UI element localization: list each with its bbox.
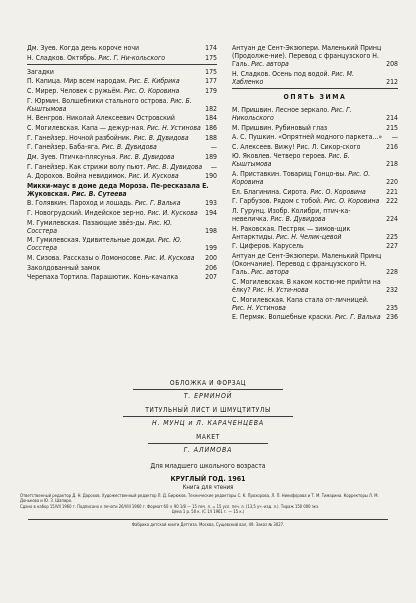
toc-entry xyxy=(27,77,217,85)
toc-entry-title: Г. Гарбузов. Рядом с тобой. xyxy=(232,197,322,206)
toc-entry-illustrator: Рис. О. Коровина xyxy=(232,170,371,187)
toc-entry-page: — xyxy=(391,133,398,142)
imprint-staff: Ответственный редактор Д. Н. Дорохов. Художественный редактор Л. Д. Бирюков. Технические редакторы С. К. Прохорова, Л. П. Никифорова и Т. М. Тимарина. Корректоры Л. М. Донькова и Ю. З. Шапиро. xyxy=(20,493,379,504)
toc-entry-title: Н. Раковская. Пестряк — зимов-щик Антарктиды. xyxy=(232,224,351,241)
toc-entry-text xyxy=(27,124,201,132)
toc-entry-page: 212 xyxy=(386,77,398,86)
toc-entry-page: 199 xyxy=(205,244,217,253)
toc-entry-title: Заколдованный замок xyxy=(27,263,101,272)
toc-entry xyxy=(232,313,398,321)
toc-entry-illustrator: Рис. Е. Кибрика xyxy=(128,77,180,86)
toc-entry xyxy=(232,207,398,223)
divider xyxy=(123,416,293,417)
toc-entry-title: Н. Венгров. Николай Алексеевич Островский xyxy=(27,114,175,123)
toc-entry xyxy=(232,278,398,294)
toc-entry xyxy=(232,170,398,186)
toc-entry-page: 216 xyxy=(386,142,398,151)
toc-entry-title: Микки-маус в доме деда Мороза. Пе-ресказала Е. Жуковская. xyxy=(27,181,209,198)
toc-entry xyxy=(27,209,217,217)
toc-entry-text xyxy=(27,172,201,180)
toc-entry xyxy=(27,153,217,161)
toc-entry-text xyxy=(232,313,382,321)
toc-entry-title: В. Голявкин. Пароход и лошадь. xyxy=(27,199,133,208)
toc-entry-illustrator: Рис. Г. Никольского xyxy=(232,105,352,122)
toc-entry-title: А. Приставкин. Товарищ Гонцо-вы. xyxy=(232,170,347,179)
right-toc-top xyxy=(232,44,398,89)
toc-entry-page: 194 xyxy=(205,209,217,218)
toc-entry-illustrator: Рис. Г. Ни-кольского xyxy=(98,53,165,62)
divider xyxy=(27,64,217,65)
toc-entry-title: С. Алексеев. Вижу! Рис. Л. Сикор-ского xyxy=(232,142,361,151)
toc-entry-title: С. Могилевская. Капа стала от-личницей. xyxy=(232,295,369,304)
toc-entry-title: Антуан де Сент-Экзюпери. Маленький Принц (Продолже-ние). Перевод с французского Н. Галь. xyxy=(232,44,382,69)
toc-entry-illustrator: Рис. О. Коровина xyxy=(323,197,380,206)
toc-entry-text xyxy=(27,199,201,207)
toc-entry-title: С. Могилевская. В каком костю-ме прийти на ёлку? xyxy=(232,277,381,294)
toc-entry-text xyxy=(232,44,382,68)
book-subtitle: Книга для чтения xyxy=(182,484,234,491)
toc-entry-page: 206 xyxy=(205,263,217,272)
toc-entry xyxy=(27,163,217,171)
divider xyxy=(148,443,268,444)
toc-entry-text xyxy=(232,296,382,312)
cover-label: ОБЛОЖКА И ФОРЗАЦ xyxy=(169,379,247,387)
toc-entry-text xyxy=(27,236,201,252)
toc-entry-page: 200 xyxy=(205,254,217,263)
toc-entry-illustrator: Рис. Н. Усти-нова xyxy=(252,285,309,294)
toc-entry-page: — xyxy=(210,143,217,152)
toc-entry xyxy=(27,264,217,272)
toc-entry-illustrator: Рис. Ю. Сосстера xyxy=(27,236,182,253)
toc-entry xyxy=(27,134,217,142)
toc-entry-illustrator: Рис. Б. Кыштымова xyxy=(232,152,350,169)
toc-entry-title: Дм. Зуев. Птичка-плясунья. xyxy=(27,152,118,161)
toc-entry xyxy=(232,225,398,241)
toc-entry xyxy=(27,97,217,113)
toc-entry-title: П. Капица. Мир всем народам. xyxy=(27,77,127,86)
audience: Для младшего школьного возраста xyxy=(150,462,266,470)
toc-entry-page: 179 xyxy=(205,86,217,95)
toc-entry xyxy=(232,133,398,141)
toc-entry-page: 207 xyxy=(205,273,217,282)
imprint-price: Цена 1 р. 50 к. (С 1/I 1961 г. — 15 к.) xyxy=(171,509,245,515)
toc-entry xyxy=(232,44,398,68)
toc-entry-text xyxy=(27,54,201,62)
toc-entry xyxy=(27,182,217,198)
toc-entry-page: 235 xyxy=(386,303,398,312)
toc-entry-page: 182 xyxy=(205,104,217,113)
toc-entry-text xyxy=(27,254,201,262)
toc-entry-page: 218 xyxy=(386,160,398,169)
toc-entry xyxy=(232,143,398,151)
toc-entry-title: Дм. Зуев. Когда день короче ночи xyxy=(27,44,140,52)
toc-entry-title: Ю. Яковлев. Четверо героев. xyxy=(232,152,327,161)
toc-entry xyxy=(27,68,217,76)
divider xyxy=(28,519,388,520)
toc-entry-page: 198 xyxy=(205,226,217,235)
toc-entry xyxy=(232,188,398,196)
toc-entry-illustrator: Рис. Ю. Сосстера xyxy=(27,218,173,235)
cover-name: Т. ЕРМИНОЙ xyxy=(183,392,233,400)
imprint-print: Сдано в набор 15/VII 1960 г. Подписано к печати 26/VIII 1960 г. Формат 60 × 90 1/8 — 15 печ. л. = 15 усл. печ. л. (13,5 уч.-изд. л.). Тираж 150 000 экз. xyxy=(20,503,320,509)
toc-entry-page: 174 xyxy=(205,44,217,52)
toc-entry-page: 190 xyxy=(205,172,217,181)
toc-entry-text xyxy=(232,207,382,223)
toc-entry-illustrator: Рис. В. Дувидова xyxy=(270,215,326,224)
toc-entry-page: 227 xyxy=(386,242,398,251)
toc-entry-text xyxy=(232,133,388,141)
toc-entry-text xyxy=(232,152,382,168)
toc-entry-text xyxy=(27,97,201,113)
toc-entry-text xyxy=(27,219,201,235)
toc-entry-text xyxy=(27,273,201,281)
toc-entry-title: Черепаха Тортила. Парашютик. Конь-качалка xyxy=(27,273,179,282)
right-toc-bottom xyxy=(232,106,398,321)
toc-entry xyxy=(27,199,217,207)
toc-entry-title: М. Гумилевская. Удивительные дожди. xyxy=(27,236,156,245)
toc-entry-title: М. Сизова. Рассказы о Ломоносове. xyxy=(27,254,143,263)
toc-entry-page: 188 xyxy=(205,133,217,142)
toc-entry-page: 175 xyxy=(205,67,217,76)
toc-entry-text xyxy=(27,114,201,122)
toc-entry xyxy=(232,242,398,250)
toc-entry-page: 175 xyxy=(205,53,217,62)
toc-entry-text xyxy=(232,124,382,132)
toc-entry-text xyxy=(27,163,207,171)
toc-entry-page: 224 xyxy=(386,215,398,224)
toc-entry-illustrator: Рис. В. Дувидова xyxy=(147,162,203,171)
toc-entry-title: Н. Сладков. Осень под водой. xyxy=(232,69,330,78)
divider xyxy=(133,389,283,390)
toc-entry-page: 189 xyxy=(205,152,217,161)
toc-entry-page: 221 xyxy=(386,187,398,196)
toc-entry-page: 232 xyxy=(386,285,398,294)
toc-entry-title: А. С. Пушкин. «Опрятней модного паркета...» xyxy=(232,133,383,142)
toc-entry-illustrator: Рис. В. Дувидова xyxy=(101,143,157,152)
toc-entry-illustrator: Рис. И. Кускова xyxy=(144,254,195,263)
toc-entry xyxy=(27,172,217,180)
toc-entry-title: Г. Ганейзер. Баба-яга. xyxy=(27,143,100,152)
toc-entry-text xyxy=(232,143,382,151)
toc-entry-illustrator: Рис. О. Коровина xyxy=(310,187,366,196)
toc-entry xyxy=(27,254,217,262)
toc-entry-title: М. Пришвин. Лесное зеркало. xyxy=(232,105,330,114)
layout-name: Г. АЛИМОВА xyxy=(183,446,233,454)
toc-entry-text xyxy=(232,106,382,122)
toc-entry-title: Г. Ганейзер. Как стрижи волу пьют. xyxy=(27,162,146,171)
toc-entry-page: 177 xyxy=(205,77,217,86)
toc-entry-text xyxy=(232,170,382,186)
toc-entry xyxy=(232,252,398,276)
toc-entry-text xyxy=(27,264,201,272)
toc-entry xyxy=(232,70,398,86)
toc-entry-title: А. Дорохов. Война невидимок. xyxy=(27,172,127,181)
toc-entry-illustrator: Рис. В. Сутеева xyxy=(71,189,127,198)
toc-entry-illustrator: Рис. Н. Челик-цевой xyxy=(276,232,342,241)
toc-entry-title: М. Пришвин. Рубиновый глаз xyxy=(232,123,328,132)
toc-entry-text xyxy=(232,188,382,196)
toc-entry-text xyxy=(232,70,382,86)
toc-entry-title: Л. Гурунц. Изобр. Колибри, птич-ка-невеличка. xyxy=(232,207,351,224)
toc-entry xyxy=(27,219,217,235)
toc-entry-text xyxy=(27,68,201,76)
toc-entry-illustrator: Рис. Г. Валька xyxy=(335,313,381,322)
imprint-factory: Фабрика детской книги Детгиза. Москва, Сущевский вал, 49. Заказ № 3027. xyxy=(131,521,285,527)
toc-entry-title: Г. Циферов. Карусель xyxy=(232,242,304,251)
toc-entry-illustrator: Рис. Б. Кыштымова xyxy=(27,96,192,113)
toc-entry-page: 186 xyxy=(205,123,217,132)
toc-entry-illustrator: Рис. М. Хабленко xyxy=(232,69,354,86)
toc-entry-illustrator: Рис. Г. Валька xyxy=(134,199,181,208)
toc-entry-illustrator: Рис. Н. Устинова xyxy=(146,123,201,132)
title-name: Н. МУНЦ и Л. КАРАЧЕНЦЕВА xyxy=(151,419,265,427)
toc-entry-title: Г. Ганейзер. Ночной разбойник. xyxy=(27,133,132,142)
toc-entry-page: 222 xyxy=(386,197,398,206)
divider xyxy=(232,88,398,89)
toc-entry-page: 236 xyxy=(386,313,398,322)
toc-entry xyxy=(27,124,217,132)
toc-entry xyxy=(232,197,398,205)
toc-entry xyxy=(232,152,398,168)
left-toc-column xyxy=(27,44,217,283)
toc-entry-text xyxy=(232,197,382,205)
toc-entry-text xyxy=(27,134,201,142)
toc-entry-title: Антуан де Сент-Экзюпери. Маленький Принц (Окончание). Перевод с французского Н. Галь. xyxy=(232,252,382,277)
toc-entry xyxy=(27,87,217,95)
toc-entry-text xyxy=(232,278,382,294)
toc-entry-title: Г. Юрмин. Волшебники стального острова. xyxy=(27,96,169,105)
toc-entry xyxy=(27,54,217,62)
toc-entry-page: 193 xyxy=(205,199,217,208)
toc-entry-illustrator: Рис. И. Кускова xyxy=(147,209,198,218)
layout-label: МАКЕТ xyxy=(196,433,220,441)
toc-entry xyxy=(27,44,217,52)
toc-entry-title: Г. Новогрудский. Индейское зер-но. xyxy=(27,209,146,218)
toc-entry-title: Н. Сладков. Октябрь. xyxy=(27,53,97,62)
toc-entry-text xyxy=(27,87,201,95)
toc-entry-page: — xyxy=(210,162,217,171)
toc-entry xyxy=(232,296,398,312)
toc-entry-title: С. Могилевская. Капа — дежур-ная. xyxy=(27,123,146,132)
right-toc-column xyxy=(232,44,398,323)
toc-entry-text xyxy=(27,209,201,217)
toc-entry-text xyxy=(232,242,382,250)
toc-entry xyxy=(27,273,217,281)
toc-entry-illustrator: Рис. О. Коровина xyxy=(123,86,180,95)
book-title: КРУГЛЫЙ ГОД. 1961 xyxy=(170,475,246,483)
toc-entry-page: 220 xyxy=(386,178,398,187)
toc-entry xyxy=(27,143,217,151)
toc-entry xyxy=(232,106,398,122)
toc-entry-text xyxy=(27,143,207,151)
toc-entry-title: Ел. Благинина. Сирота. xyxy=(232,187,309,196)
toc-entry-illustrator: Рис. Н. Устинова xyxy=(232,303,286,312)
toc-entry xyxy=(232,124,398,132)
toc-entry-text xyxy=(232,252,382,276)
toc-entry-page: 184 xyxy=(205,114,217,123)
toc-entry-page: 228 xyxy=(386,268,398,277)
toc-entry-page: 214 xyxy=(386,113,398,122)
section-title: ОПЯТЬ ЗИМА xyxy=(283,92,347,101)
toc-entry-page: 208 xyxy=(386,60,398,69)
toc-entry-title: Е. Пермяк. Волшебные краски. xyxy=(232,313,334,322)
toc-entry-page: 225 xyxy=(386,232,398,241)
toc-entry-text xyxy=(232,225,382,241)
toc-entry-illustrator: Рис. В. Дувидова xyxy=(133,133,189,142)
toc-entry-text xyxy=(27,182,213,198)
toc-entry-illustrator: Рис. В. Дувидова xyxy=(119,152,175,161)
title-label: ТИТУЛЬНЫЙ ЛИСТ И ШМУЦТИТУЛЫ xyxy=(145,406,271,414)
toc-entry-illustrator: Рис. автора xyxy=(251,60,289,69)
toc-entry xyxy=(27,114,217,122)
toc-entry-illustrator: Рис. И. Кускова xyxy=(128,172,179,181)
toc-entry-text xyxy=(27,44,201,52)
toc-entry xyxy=(27,236,217,252)
toc-entry-text xyxy=(27,77,201,85)
credits-block xyxy=(20,379,396,527)
toc-entry-title: М. Гумилевская. Пазающие звёз-ды. xyxy=(27,218,147,227)
toc-entry-title: Загадки xyxy=(27,67,54,76)
toc-entry-illustrator: Рис. автора xyxy=(251,268,289,277)
toc-entry-text xyxy=(27,153,201,161)
toc-entry-page: 215 xyxy=(386,123,398,132)
toc-entry-title: С. Мирер. Человек с ружьём. xyxy=(27,86,122,95)
